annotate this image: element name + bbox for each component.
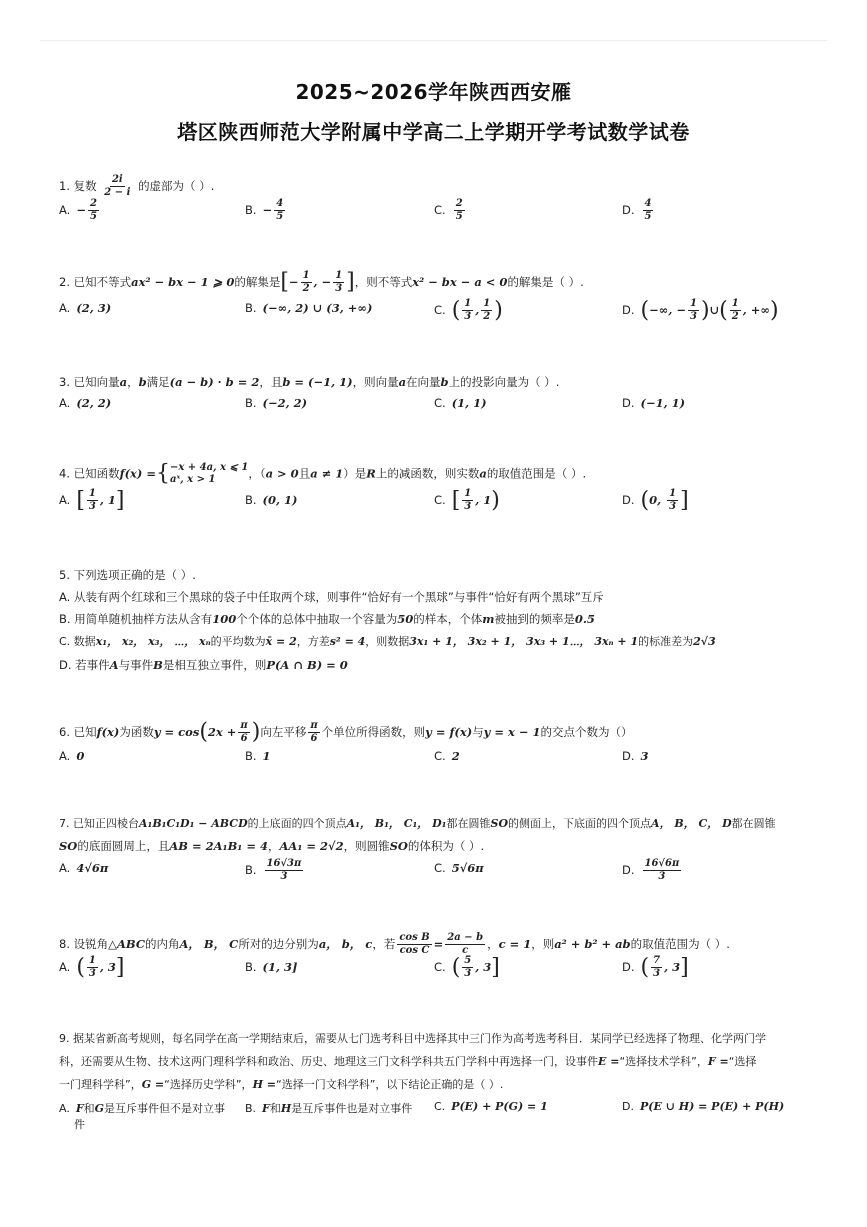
page-title-line-2: 塔区陕西师范大学附属中学高二上学期开学考试数学试卷 [177, 120, 690, 144]
q5-option-a[interactable]: A. 从装有两个红球和三个黑球的袋子中任取两个球，则事件“恰好有一个黑球”与事件“恰好有两个黑球”互斥 [59, 590, 604, 604]
question-4-options [59, 488, 819, 518]
q8-option-c[interactable]: C. ( $\frac{5}{3}$ , 3] [434, 955, 500, 980]
q9-option-c[interactable]: C. P(E) + P(G) = 1 [434, 1100, 548, 1113]
question-4-stem: 4. 已知函数f(x) ={ −x + 4a, x ⩽ 1 aˣ, x > 1 ，（a > 0且a ≠ 1）是R上的减函数，则实数a的取值范围是（ ）. [59, 461, 587, 486]
q2-option-a[interactable]: A. (2, 3) [59, 301, 112, 315]
q1-option-b[interactable]: B. − $\frac{4}{5}$ [245, 198, 284, 222]
q9-option-a[interactable]: A. F和G是互斥事件但不是对立事 件 [59, 1102, 226, 1131]
question-8-options [59, 955, 819, 985]
q3-option-b[interactable]: B. (−2, 2) [245, 396, 308, 410]
question-9-stem-line-2: 科，还需要从生物、技术这两门理科学科和政治、历史、地理这三门文科学科共五门学科中再选择一门，设事件E =“选择技术学科”，F =“选择 [59, 1055, 757, 1068]
q3-option-a[interactable]: A. (2, 2) [59, 396, 112, 410]
q4-option-d[interactable]: D. (0, $\frac{1}{3}$ ] [622, 488, 689, 513]
q8-option-a[interactable]: A. ( $\frac{1}{3}$ , 3] [59, 955, 125, 980]
q9-option-b[interactable]: B. F和H是互斥事件也是对立事件 [245, 1102, 413, 1115]
top-divider [40, 40, 827, 41]
q7-option-b[interactable]: B. $\frac{16√3\pi}{3}$ [245, 858, 302, 882]
q3-option-d[interactable]: D. (−1, 1) [622, 396, 686, 410]
q7-option-a[interactable]: A. 4√6π [59, 861, 109, 875]
q1-option-c[interactable]: C. $\frac{2}{5}$ [434, 198, 463, 222]
question-9-stem-line-3: 一门理科学科”，G =“选择历史学科”，H =“选择一门文科学科”，以下结论正确的是（ ）. [59, 1078, 504, 1091]
question-2-stem: 2. 已知不等式ax² − bx − 1 ⩾ 0的解集是[− $\frac{1}{2}$ , − $\frac{1}{3}$ ]，则不等式x² − bx − a < 0的解集是（ ）. [59, 269, 584, 295]
q4-option-c[interactable]: C. [ $\frac{1}{3}$ , 1) [434, 488, 500, 513]
q7-option-d[interactable]: D. $\frac{16√6\pi}{3}$ [622, 858, 680, 882]
q6-option-d[interactable]: D. 3 [622, 749, 649, 763]
question-1-stem: 1. 复数 $\frac{2i}{2 - i}$ 的虚部为（ ）. [59, 174, 215, 198]
q7-option-c[interactable]: C. 5√6π [434, 861, 484, 875]
page-title-line-1: 2025~2026学年陕西西安雁 [295, 80, 572, 104]
q1-fraction: $\frac{2i}{2 - i}$ [104, 174, 131, 198]
q2-option-b[interactable]: B. (−∞, 2) ∪ (3, +∞) [245, 301, 373, 315]
q1-option-d[interactable]: D. $\frac{4}{5}$ [622, 198, 652, 222]
question-7-options [59, 858, 819, 888]
question-9-options [59, 1100, 819, 1145]
question-6-options [59, 749, 819, 779]
q1-option-a[interactable]: A. − $\frac{2}{5}$ [59, 198, 97, 222]
question-9-stem-line-1: 9. 据某省新高考规则，每名同学在高一学期结束后，需要从七门选考科目中选择其中三门作为高考选考科目．某同学已经选择了物理、化学两门学 [59, 1032, 766, 1045]
q2-option-c[interactable]: C. ( $\frac{1}{3}$ , $\frac{1}{2}$ ) [434, 298, 503, 323]
question-7-stem-line-2: SO的底面圆周上，且AB = 2A₁B₁ = 4，AA₁ = 2√2，则圆锥SO的体积为（ ）. [59, 839, 485, 853]
question-3-stem: 3. 已知向量a，b满足(a − b) · b = 2，且b = (−1, 1)，则向量a在向量b上的投影向量为（ ）. [59, 375, 560, 389]
q6-option-b[interactable]: B. 1 [245, 749, 271, 763]
question-5-stem: 5. 下列选项正确的是（ ）. [59, 568, 196, 582]
q8-option-b[interactable]: B. (1, 3] [245, 960, 298, 974]
q5-option-b[interactable]: B. 用简单随机抽样方法从含有100个个体的总体中抽取一个容量为50的样本，个体m被抽到的频率是0.5 [59, 612, 595, 626]
q3-option-c[interactable]: C. (1, 1) [434, 396, 487, 410]
q6-option-a[interactable]: A. 0 [59, 749, 85, 763]
q9-option-d[interactable]: D. P(E ∪ H) = P(E) + P(H) [622, 1100, 785, 1113]
q2-option-d[interactable]: D. (−∞, − $\frac{1}{3}$ )∪( $\frac{1}{2}$ , +∞) [622, 298, 779, 323]
q4-option-a[interactable]: A. [ $\frac{1}{3}$ , 1] [59, 488, 125, 513]
q5-option-c[interactable]: C. 数据x₁， x₂， x₃， ⋯， xₙ的平均数为x̄ = 2，方差s² = 4，则数据3x₁ + 1， 3x₂ + 1， 3x₃ + 1⋯， 3xₙ + 1的标准差为2√3 [59, 635, 716, 648]
question-1-options [59, 198, 819, 228]
question-3-options [59, 396, 819, 426]
question-7-stem-line-1: 7. 已知正四棱台A₁B₁C₁D₁ − ABCD的上底面的四个顶点A₁， B₁， C₁， D₁都在圆锥SO的侧面上，下底面的四个顶点A， B， C， D都在圆锥 [59, 817, 776, 830]
q8-option-d[interactable]: D. ( $\frac{7}{3}$ , 3] [622, 955, 689, 980]
q5-option-d[interactable]: D. 若事件A与事件B是相互独立事件，则P(A ∩ B) = 0 [59, 658, 348, 672]
question-2-options [59, 298, 819, 328]
q4-option-b[interactable]: B. (0, 1) [245, 493, 298, 507]
q6-option-c[interactable]: C. 2 [434, 749, 460, 763]
question-8-stem: 8. 设锐角△ABC的内角A， B， C所对的边分别为a， b， c，若 $\frac{\text{cos B}}{\text{cos C}}$ = $\frac{2a - b}{c}$ ，c = 1，则a² + b² + ab的取值范围为（ ）. [59, 932, 730, 956]
question-6-stem: 6. 已知f(x)为函数y = cos(2x + $\frac{\pi}{6}$ )向左平移 $\frac{\pi}{6}$ 个单位所得函数，则y = f(x)与y = x − 1的交点个数为（） [59, 719, 633, 745]
